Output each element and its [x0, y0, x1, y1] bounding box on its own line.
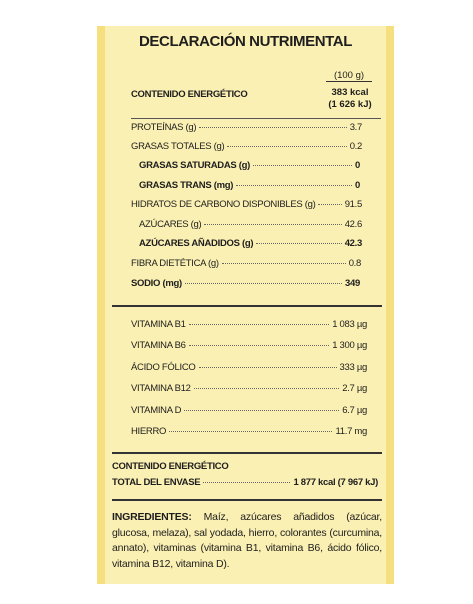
nutrient-label: PROTEÍNAS (g): [131, 122, 197, 133]
section-divider: [112, 305, 382, 307]
total-label: TOTAL DEL ENVASE: [112, 477, 201, 488]
right-stripe: [386, 26, 394, 584]
ingredients-list: Maíz, azúcares añadidos (azúcar, glucosa, melaza), sal yodada, hierro, colorantes (curcumina, annato), vitaminas (vitamina B1, vitamina B6, ácido fólico, vitamina B12, vitamina D).: [112, 511, 382, 570]
vitamin-label: VITAMINA B12: [131, 383, 191, 394]
total-energy-row: [112, 477, 378, 488]
leader-dots: [189, 345, 330, 346]
nutrient-value: 0.8: [348, 258, 361, 269]
nutrient-label: GRASAS TOTALES (g): [131, 141, 225, 152]
energy-value: [320, 87, 380, 111]
nutrient-value: 0.2: [349, 141, 362, 152]
nutrient-label: FIBRA DIETÉTICA (g): [131, 258, 219, 269]
nutrient-value: 42.6: [344, 219, 362, 230]
nutrient-row-proteins: [131, 122, 362, 133]
panel-title: DECLARACIÓN NUTRIMENTAL: [138, 33, 352, 50]
leader-dots: [204, 224, 341, 225]
nutrient-value: 91.5: [344, 199, 362, 210]
nutrient-row-fiber: [131, 258, 361, 269]
vitamin-value: 1 083 µg: [332, 319, 367, 330]
mineral-label: HIERRO: [131, 426, 167, 437]
nutrient-value: 42.3: [344, 238, 362, 249]
vitamin-value: 2.7 µg: [342, 383, 367, 394]
leader-dots: [318, 204, 341, 205]
nutrient-row-trans-fat: [139, 180, 360, 191]
nutrient-value: 0: [355, 160, 360, 171]
nutrient-row-sodium: [131, 278, 360, 289]
leader-dots: [236, 185, 352, 186]
total-energy-heading: CONTENIDO ENERGÉTICO: [112, 461, 229, 472]
leader-dots: [194, 388, 340, 389]
vitamin-label: ÁCIDO FÓLICO: [131, 362, 196, 373]
vitamin-row-b1: [131, 319, 367, 330]
vitamin-value: 1 300 µg: [332, 340, 367, 351]
vitamin-value: 333 µg: [339, 362, 367, 373]
vitamin-row-b6: [131, 340, 367, 351]
leader-dots: [169, 431, 332, 432]
leader-dots: [227, 146, 346, 147]
ingredients-heading: INGREDIENTES:: [112, 511, 192, 523]
section-divider: [112, 452, 382, 454]
vitamin-label: VITAMINA D: [131, 405, 182, 416]
vitamin-row-d: [131, 405, 367, 416]
leader-dots: [199, 127, 346, 128]
per-serving-label: (100 g): [326, 70, 372, 82]
nutrient-row-saturated-fat: [139, 160, 360, 171]
mineral-value: 11.7 mg: [335, 426, 367, 437]
leader-dots: [185, 283, 342, 284]
ingredients-text: [112, 510, 382, 572]
energy-kcal: 383 kcal: [331, 87, 369, 98]
nutrient-label: SODIO (mg): [131, 278, 182, 289]
nutrient-row-added-sugars: [139, 238, 362, 249]
section-divider: [112, 499, 382, 501]
vitamin-row-folic-acid: [131, 362, 367, 373]
total-value: 1 877 kcal (7 967 kJ): [293, 477, 378, 488]
energy-label: CONTENIDO ENERGÉTICO: [131, 89, 248, 100]
vitamin-label: VITAMINA B6: [131, 340, 186, 351]
energy-kj: (1 626 kJ): [328, 99, 372, 110]
divider: [131, 118, 381, 119]
nutrient-value: 349: [345, 278, 360, 289]
nutrient-value: 3.7: [349, 122, 362, 133]
nutrient-label: AZÚCARES (g): [139, 219, 202, 230]
left-stripe: [97, 26, 105, 584]
mineral-row-iron: [131, 426, 367, 437]
leader-dots: [222, 263, 346, 264]
vitamin-row-b12: [131, 383, 367, 394]
vitamin-label: VITAMINA B1: [131, 319, 186, 330]
nutrient-row-sugars: [139, 219, 362, 230]
leader-dots: [256, 243, 341, 244]
nutrient-row-total-fat: [131, 141, 362, 152]
leader-dots: [253, 165, 352, 166]
nutrient-label: GRASAS SATURADAS (g): [139, 160, 250, 171]
nutrient-label: HIDRATOS DE CARBONO DISPONIBLES (g): [131, 199, 316, 210]
leader-dots: [199, 367, 337, 368]
leader-dots: [184, 410, 339, 411]
nutrient-row-carbohydrates: [131, 199, 362, 210]
leader-dots: [189, 324, 330, 325]
nutrient-label: AZÚCARES AÑADIDOS (g): [139, 238, 254, 249]
leader-dots: [203, 482, 290, 483]
nutrient-value: 0: [355, 180, 360, 191]
nutrient-label: GRASAS TRANS (mg): [139, 180, 234, 191]
vitamin-value: 6.7 µg: [342, 405, 367, 416]
